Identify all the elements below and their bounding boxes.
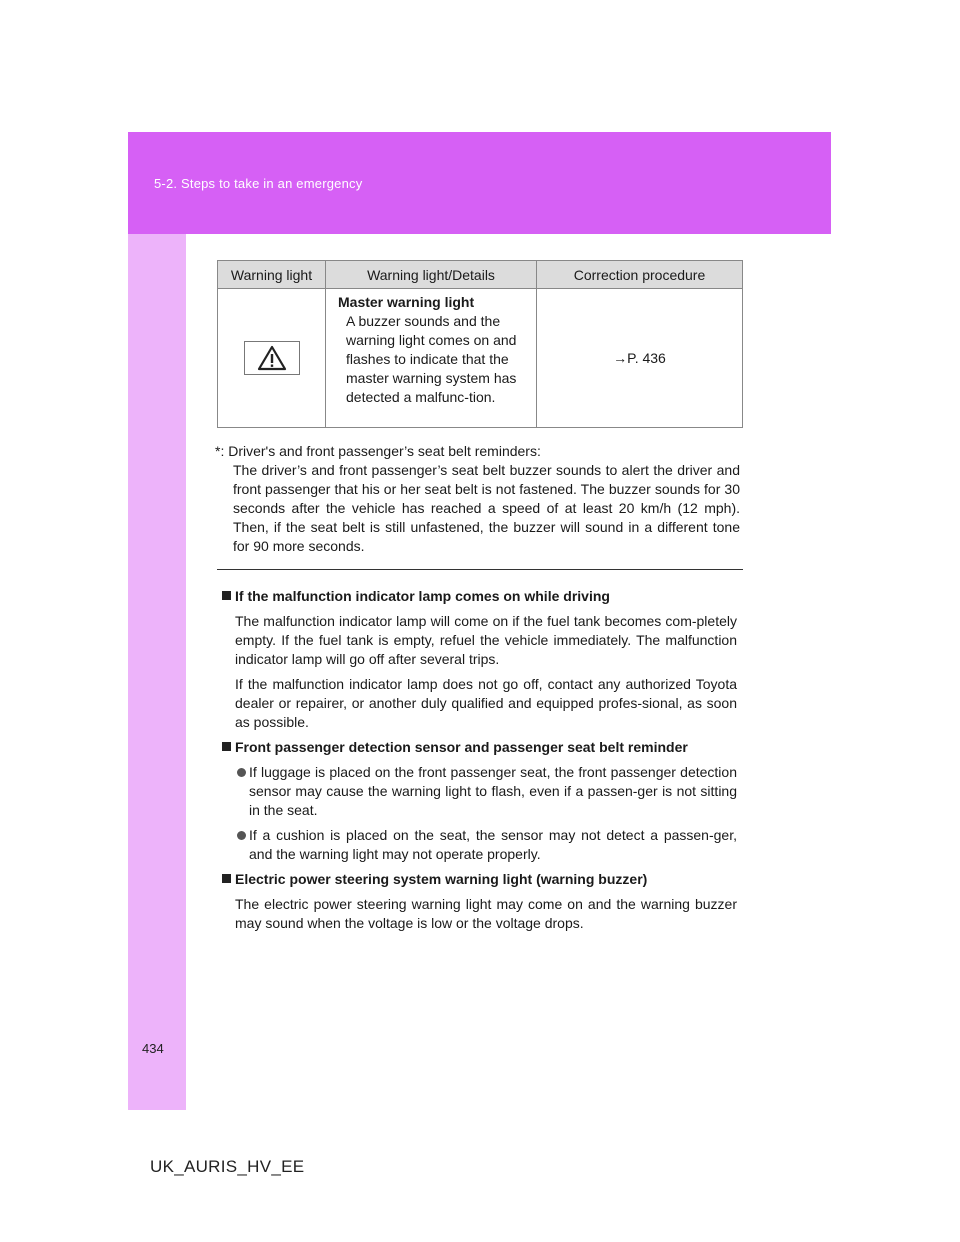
square-bullet-icon <box>222 591 231 600</box>
note-paragraph: The malfunction indicator lamp will come on if the fuel tank becomes com-pletely empty. If the fuel tank is empty, refuel the vehicle immediately. The malfunction indicator lamp will go off after several trips. <box>235 613 737 667</box>
details-text: A buzzer sounds and the warning light comes on and flashes to indicate that the master warning system has detected a malfunc-tion. <box>346 313 517 405</box>
table-row <box>218 289 743 428</box>
footnote-body: The driver’s and front passenger’s seat belt buzzer sounds to alert the driver and front passenger that his or her seat belt is not fastened. The buzzer sounds for 30 seconds after the vehicle has reached a speed of at least 20 km/h (12 mph). Then, if the seat belt is still unfastened, the buzzer will sound in a different tone for 90 more seconds. <box>233 462 740 554</box>
table-header-warning-light: Warning light <box>218 261 326 289</box>
master-warning-triangle-icon <box>244 341 300 375</box>
warning-light-table <box>217 260 743 428</box>
footer-code: UK_AURIS_HV_EE <box>150 1157 305 1176</box>
notes-section <box>222 587 737 939</box>
section-title: 5-2. Steps to take in an emergency <box>154 176 363 191</box>
round-bullet-icon <box>237 768 246 777</box>
page-number: 434 <box>142 1041 164 1056</box>
table-header-correction: Correction procedure <box>537 261 743 289</box>
warning-light-cell <box>218 289 326 428</box>
correction-procedure-link[interactable]: →P. 436 <box>537 289 743 428</box>
square-bullet-icon <box>222 874 231 883</box>
note-heading: Front passenger detection sensor and passenger seat belt reminder <box>222 738 737 757</box>
note-paragraph: The electric power steering warning light may come on and the warning buzzer may sound when the voltage is low or the voltage drops. <box>235 896 737 931</box>
footnote-lead: *: Driver's and front passenger’s seat belt reminders: <box>215 443 541 459</box>
list-item: If a cushion is placed on the seat, the sensor may not detect a passen-ger, and the warning light may not operate properly. <box>222 826 737 864</box>
details-cell <box>326 289 537 428</box>
divider <box>217 569 743 570</box>
details-title: Master warning light <box>338 294 475 310</box>
square-bullet-icon <box>222 742 231 751</box>
note-heading: If the malfunction indicator lamp comes on while driving <box>222 587 737 606</box>
note-heading: Electric power steering system warning light (warning buzzer) <box>222 870 737 889</box>
footnote <box>215 442 740 556</box>
table-header-details: Warning light/Details <box>326 261 537 289</box>
side-strip <box>128 234 186 1110</box>
note-paragraph: If the malfunction indicator lamp does not go off, contact any authorized Toyota dealer or repairer, or another duly qualified and equipped profes-sional, as soon as possible. <box>235 676 737 730</box>
round-bullet-icon <box>237 831 246 840</box>
list-item: If luggage is placed on the front passenger seat, the front passenger detection sensor may cause the warning light to flash, even if a passen-ger is not sitting in the seat. <box>222 763 737 820</box>
